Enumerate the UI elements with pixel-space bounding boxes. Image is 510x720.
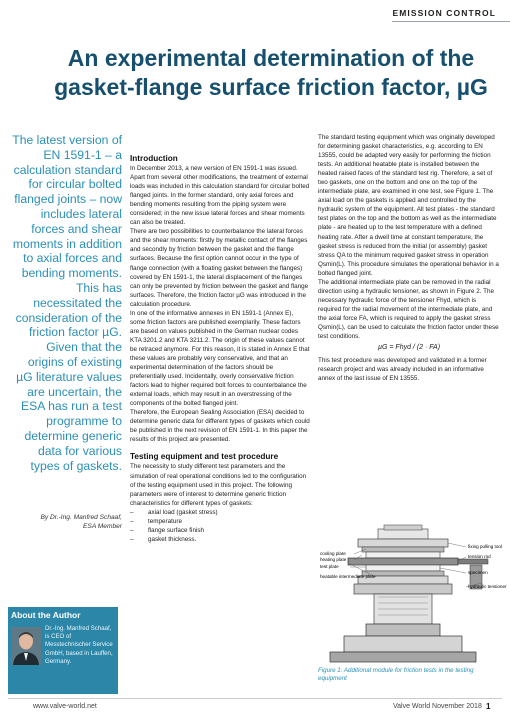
col2-paragraph-3: This test procedure was developed and validated in a former research project and was already included in an informative annex of the last issue of EN 13555. <box>318 357 487 383</box>
author-photo <box>11 627 41 665</box>
figure-caption: Figure 1: Additional module for friction tests in the testing equipment <box>318 667 474 683</box>
article-title: An experimental determination of the gasket-flange surface friction factor, µG <box>54 45 488 100</box>
byline <box>8 513 122 531</box>
label-heatable-plate: heatable intermediate plate <box>320 574 376 579</box>
label-cooling-plate: cooling plate <box>320 551 346 556</box>
heading-testing-equipment: Testing equipment and test procedure <box>130 452 279 462</box>
label-test-plate: test plate <box>320 564 339 569</box>
author-heading: About the Author <box>11 610 81 620</box>
byline-role: ESA Member <box>83 523 122 530</box>
page-number: 1 <box>486 702 491 711</box>
header-rule <box>392 21 510 22</box>
byline-name: By Dr.-Ing. Manfred Schaaf, <box>40 514 122 521</box>
footer-publication: Valve World November 2018 <box>393 703 482 710</box>
list-item: – temperature <box>130 517 310 526</box>
col2-paragraph-1: The standard testing equipment which was originally developed for determining gasket characteristics, e.g. according to EN 13555, could be adapted very easily for performing the friction tests. An additional heatable plate is installed between the heated raised faces of the standard test rig. Therefore, a set of two gaskets, one on the bottom and one on the top of the intermediate plate, are examined in one test, see Figure 1. The axial load on the gaskets is applied and controlled by the hydraulic system of the equipment. All test plates - the standard test plates on the top and the bottom as well as the intermediate plate - are heated up to the test temperature with a defined heating rate. After a dwell time at constant temperature, the gasket stress is reduced from the initial (or assembly) gasket stress QA to the minimum required gasket stress in operation Qsmin(L). This procedure simulates the operational behavior in a bolted flanged joint. <box>318 134 499 277</box>
author-portrait-icon <box>11 627 41 665</box>
intro-paragraph-1: In December 2013, a new version of EN 1591-1 was issued. Apart from several other modifications, the treatment of external loads was included in this calculation standard for circular bolted flanged joints. In the former standard, only axial forces and bending moments resulting from the piping system were considered; in the new issue lateral forces and shear moments can also be treated. <box>130 165 310 227</box>
footer-website: www.valve-world.net <box>33 703 97 710</box>
list-item: – flange surface finish <box>130 526 310 535</box>
lead-paragraph: The latest version of EN 1591-1 – a calculation standard for circular bolted flanged joints – now includes lateral forces and shear moments in addition to axial forces and bending moments. This has necessitated the consideration of the friction factor µG. Given that the origins of existing µG literature values are uncertain, the ESA has run a test programme to determine generic data for various types of gaskets. <box>12 133 122 473</box>
intro-paragraph-2: There are two possibilities to counterbalance the lateral forces and the shear moments: firstly by metallic contact of the flanges and secondly by friction between the gasket and the flange surfaces. Because the first option cannot occur in the type of flange connection (with a floating gasket between the flanges) covered by EN 1591-1, the lateral displacement of the flanges can only be prevented by friction between the gasket and flange surfaces. Therefore, the friction factor µG was introduced in the calculation procedure. <box>130 228 309 308</box>
list-item: – axial load (gasket stress) <box>130 508 310 517</box>
footer-rule <box>8 698 502 699</box>
label-specimen: specimen <box>468 570 488 575</box>
col2-paragraph-2: The additional intermediate plate can be removed in the radial direction using a hydraulic tensioner, as shown in Figure 2. The necessary hydraulic force of the tensioner Fhyd, which is required for the radial movement of the intermediate plate, and the axial force FA, which is required to apply the gasket stress Qsmin(L), can be used to calculate the friction factor under these test conditions. <box>318 278 499 341</box>
label-tension-rod: tension rod <box>468 554 491 559</box>
section-label: EMISSION CONTROL <box>392 8 496 18</box>
test-rig-diagram <box>318 525 507 665</box>
heading-introduction: Introduction <box>130 154 178 163</box>
author-box <box>8 607 118 694</box>
text-column-2 <box>318 133 500 383</box>
list-item: – gasket thickness. <box>130 535 310 544</box>
label-heating-plate: heating plate <box>320 557 347 562</box>
label-fixing-pulling-tool: fixing pulling tool <box>468 544 502 549</box>
text-column-1 <box>130 153 310 544</box>
figure-1 <box>318 525 507 665</box>
intro-paragraph-4: Therefore, the European Sealing Association (ESA) decided to determine generic data for different types of gaskets which could be published in the next revision of EN 1591-1. In this paper the results of this project are presented. <box>130 409 310 444</box>
label-hydraulic-tensioner: hydraulic tensioner <box>468 584 507 589</box>
friction-formula: µG = Fhyd / (2 · FA) <box>377 344 441 352</box>
testing-paragraph-1: The necessity to study different test parameters and the simulation of real operational conditions led to the configuration of the testing equipment used in this project. The following parameters were of interest to determine generic friction characteristics for different types of gaskets: <box>130 463 307 507</box>
intro-paragraph-3: In one of the informative annexes in EN 1591-1 (Annex E), some friction factors are published exemplarily. These factors are based on values published in the German nuclear codes KTA 3201.2 and KTA 3211.2. The origin of these values cannot be retraced anymore. For this reason, it is stated in Annex E that these values are probably very conservative, and that an experimental determination of the factors should be preferentially used. Incidentally, overly conservative friction factors lead to higher required bolt forces to counterbalance the external loads, which may result in an overstressing of the components of the bolted flanged joint. <box>130 309 310 408</box>
author-bio: Dr.-Ing. Manfred Schaaf, is CEO of Messtechnischer Service GmbH, based in Lauffen, Germany. <box>45 625 113 665</box>
parameter-list <box>130 508 310 544</box>
